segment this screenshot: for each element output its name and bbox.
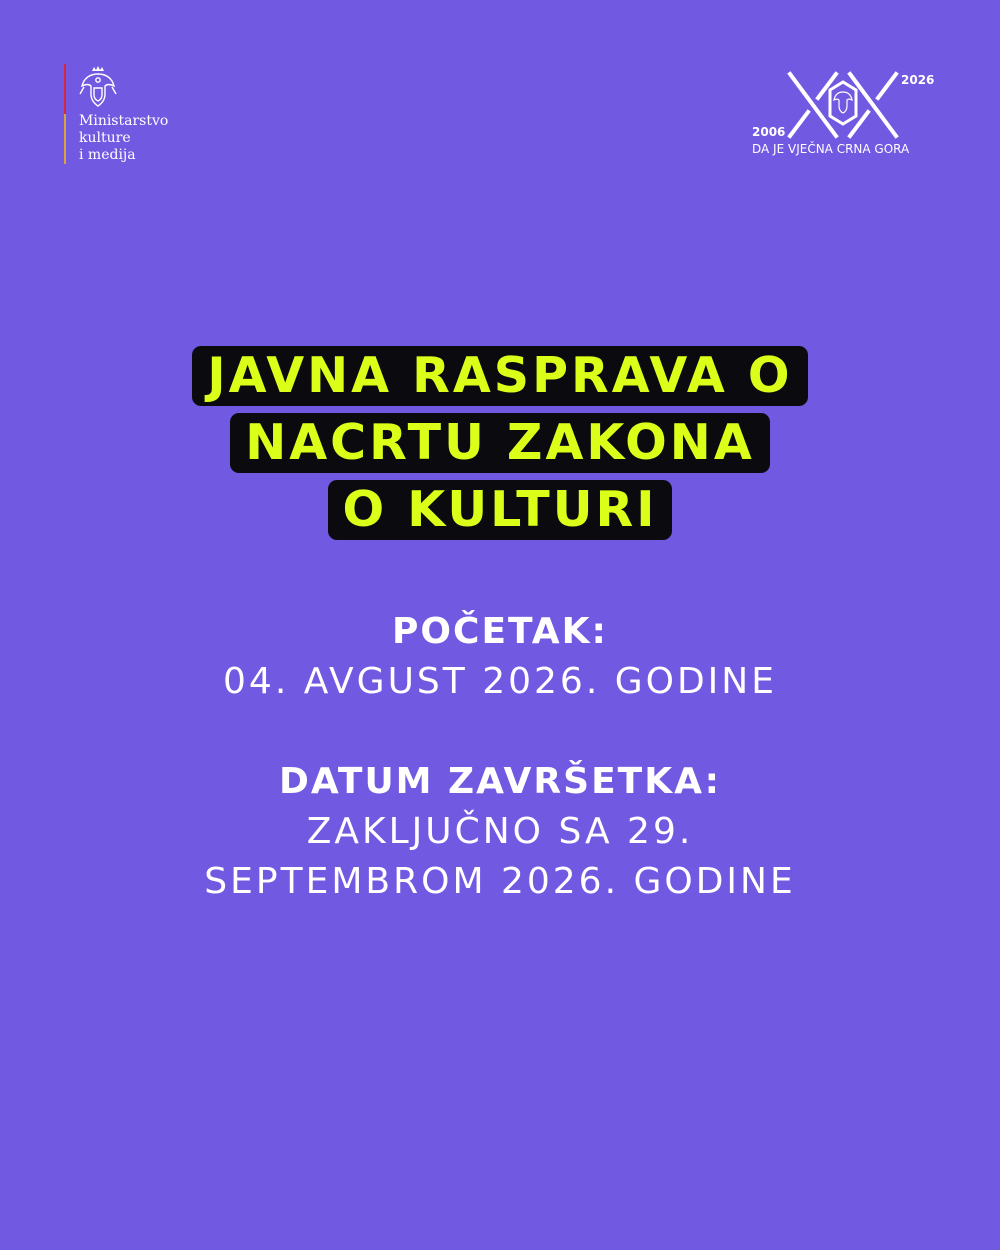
anniversary-start-year: 2006 <box>752 125 786 139</box>
ministry-red-bar <box>64 64 66 114</box>
ministry-name-line: kulture <box>79 130 131 146</box>
ministry-name-line: Ministarstvo <box>79 113 169 129</box>
start-label: POČETAK: <box>392 611 608 652</box>
ministry-name <box>79 113 168 164</box>
headline-line: O KULTURI <box>328 480 673 540</box>
headline-line: NACRTU ZAKONA <box>230 413 770 473</box>
anniversary-tagline: DA JE VJEČNA CRNA GORA <box>752 142 910 156</box>
anniversary-end-year: 2026 <box>901 73 935 87</box>
end-value-line: SEPTEMBROM 2026. GODINE <box>204 861 796 902</box>
headline <box>0 346 1000 547</box>
ministry-name-line: i medija <box>79 147 136 163</box>
end-date-block <box>0 757 1000 907</box>
start-date-block <box>0 607 1000 707</box>
ministry-gold-bar <box>64 114 66 164</box>
anniversary-logo <box>748 70 940 160</box>
end-label: DATUM ZAVRŠETKA: <box>278 761 722 802</box>
coat-of-arms-icon <box>78 64 118 110</box>
start-value: 04. AVGUST 2026. GODINE <box>223 661 777 702</box>
end-value-line: ZAKLJUČNO SA 29. <box>306 811 694 852</box>
ministry-logo <box>64 64 194 168</box>
xx-anniversary-mark-icon <box>778 70 908 140</box>
headline-line: JAVNA RASPRAVA O <box>192 346 807 406</box>
